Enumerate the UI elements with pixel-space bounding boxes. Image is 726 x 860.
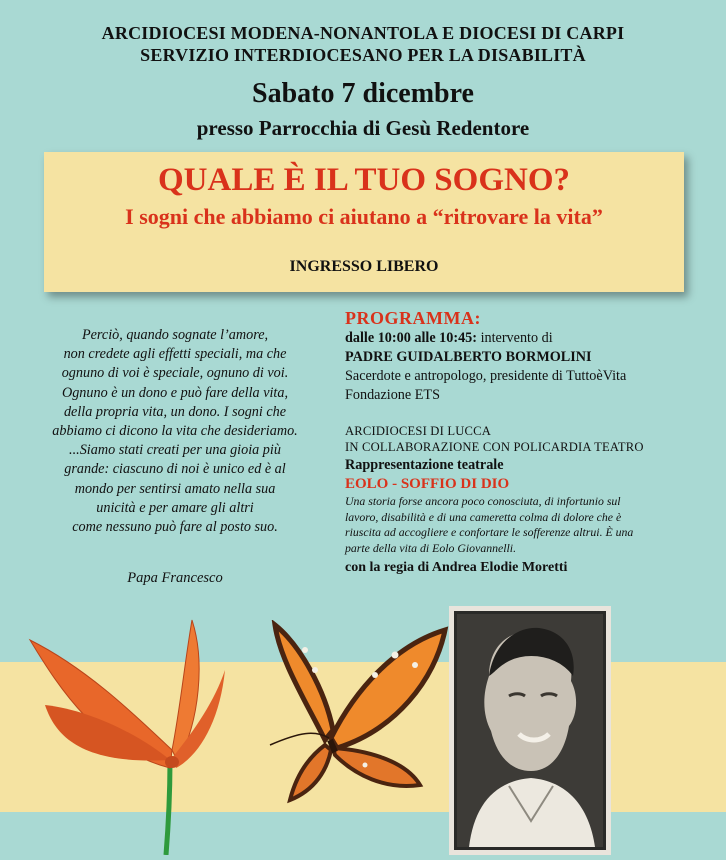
orange-butterfly-icon [245,620,450,805]
collaboration-line: IN COLLABORAZIONE CON POLICARDIA TEATRO [345,440,644,454]
free-entry-label: INGRESSO LIBERO [289,258,439,275]
quote-line: non credete agli effetti speciali, ma che [63,346,287,363]
header-line-service: SERVIZIO INTERDIOCESANO PER LA DISABILITÀ [140,45,586,65]
quote-line: ognuno di voi è speciale, ognuno di voi. [61,365,289,382]
quote-line: unicità e per amare gli altri [96,499,254,516]
vintage-portrait-photo-icon [449,606,611,855]
description-line: riuscita ad accogliere e confortare le sofferenze altrui. È una [345,525,634,539]
director-credit: con la regia di Andrea Elodie Moretti [345,560,568,575]
quote-line: come nessuno può fare al posto suo. [72,519,278,536]
show-type: Rappresentazione teatrale [345,457,504,473]
program-heading: PROGRAMMA: [345,308,481,328]
program-time: dalle 10:00 alle 10:45: [345,330,478,346]
event-subtitle: I sogni che abbiamo ci aiutano a “ritrovare la vita” [125,204,603,229]
show-description [345,494,715,556]
description-line: Una storia forse ancora poco conosciuta, di infortunio sul [345,494,621,508]
quote-line: della propria vita, un dono. I sogni che [63,403,287,420]
event-date: Sabato 7 dicembre [252,78,474,109]
speaker-name: PADRE GUIDALBERTO BORMOLINI [345,349,592,365]
event-title: QUALE È IL TUO SOGNO? [157,162,570,198]
quote-line: Ognuno è un dono e può fare della vita, [61,384,289,401]
pope-quote [26,326,324,537]
speaker-role-foundation: Fondazione ETS [345,387,440,403]
description-line: parte della vita di Eolo Giovannelli. [345,540,517,555]
program-section [345,308,715,576]
show-title: EOLO - SOFFIO DI DIO [345,476,510,492]
red-poppy-flower-icon [20,600,230,855]
header-line-diocese: ARCIDIOCESI MODENA-NONANTOLA E DIOCESI DI CARPI [101,23,625,43]
header-organizers [0,22,726,66]
quote-line: Perciò, quando sognate l’amore, [81,327,269,343]
speaker-role: Sacerdote e antropologo, presidente di TuttoèVita [345,368,627,384]
organizer-block [345,423,715,455]
quote-line: grande: ciascuno di noi è unico ed è al [64,461,286,478]
quote-line: abbiamo ci dicono la vita che desideriamo. [52,423,298,440]
quote-line: mondo per sentirsi amato nella sua [74,480,276,497]
program-time-row [345,329,715,348]
program-intervention: intervento di [480,330,553,346]
eolo-portrait-photo [449,606,611,855]
title-banner [44,152,684,292]
organizer-line: ARCIDIOCESI DI LUCCA [345,424,492,438]
event-place: presso Parrocchia di Gesù Redentore [196,116,530,140]
quote-author: Papa Francesco [127,570,223,586]
description-line: lavoro, disabilità e di una cameretta colma di dolore che è [345,509,622,524]
quote-line: ...Siamo stati creati per una gioia più [69,442,281,459]
